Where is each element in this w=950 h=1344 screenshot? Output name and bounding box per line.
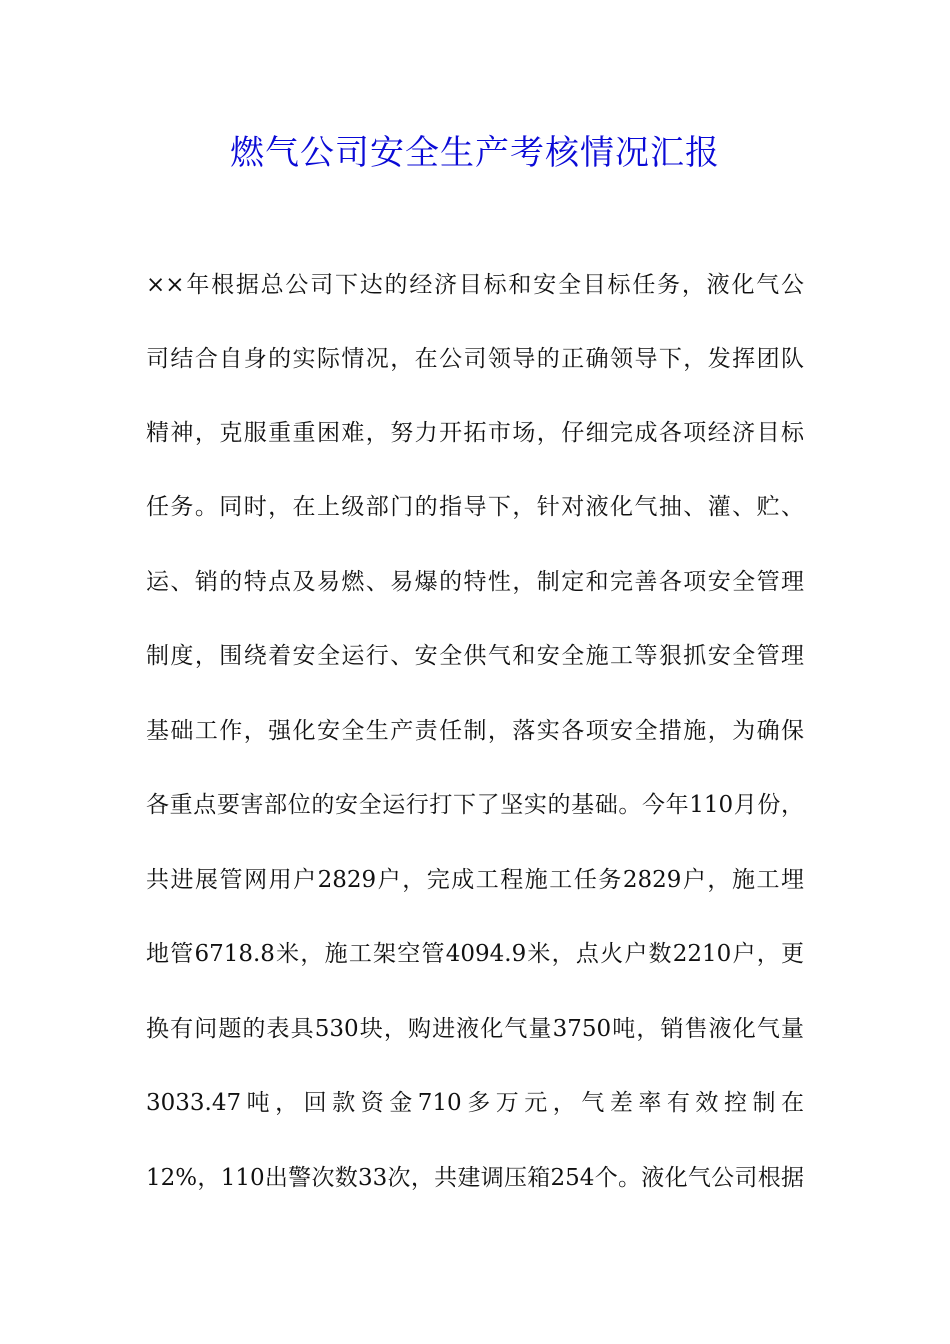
paragraph-line-10: 地管6718.8米，施工架空管4094.9米，点火户数2210户，更 xyxy=(146,941,804,967)
paragraph-line-12: 3033.47吨，回款资金710多万元，气差率有效控制在 xyxy=(146,1090,804,1116)
paragraph-line-11: 换有问题的表具530块，购进液化气量3750吨，销售液化气量 xyxy=(146,1016,804,1042)
paragraph-line-3: 精神，克服重重困难，努力开拓市场，仔细完成各项经济目标 xyxy=(146,420,804,446)
paragraph-line-13: 12%，110出警次数33次，共建调压箱254个。液化气公司根据 xyxy=(146,1165,804,1191)
paragraph-line-4: 任务。同时，在上级部门的指导下，针对液化气抽、灌、贮、 xyxy=(146,494,804,520)
paragraph-line-9: 共进展管网用户2829户，完成工程施工任务2829户，施工埋 xyxy=(146,867,804,893)
paragraph-line-6: 制度，围绕着安全运行、安全供气和安全施工等狠抓安全管理 xyxy=(146,643,804,669)
paragraph-line-8: 各重点要害部位的安全运行打下了坚实的基础。今年110月份， xyxy=(146,792,804,818)
document-title: 燃气公司安全生产考核情况汇报 xyxy=(230,133,720,173)
paragraph-line-7: 基础工作，强化安全生产责任制，落实各项安全措施，为确保 xyxy=(146,718,804,744)
paragraph-line-5: 运、销的特点及易燃、易爆的特性，制定和完善各项安全管理 xyxy=(146,569,804,595)
paragraph-line-1: ××年根据总公司下达的经济目标和安全目标任务，液化气公 xyxy=(146,272,804,298)
paragraph-line-2: 司结合自身的实际情况，在公司领导的正确领导下，发挥团队 xyxy=(146,346,804,372)
